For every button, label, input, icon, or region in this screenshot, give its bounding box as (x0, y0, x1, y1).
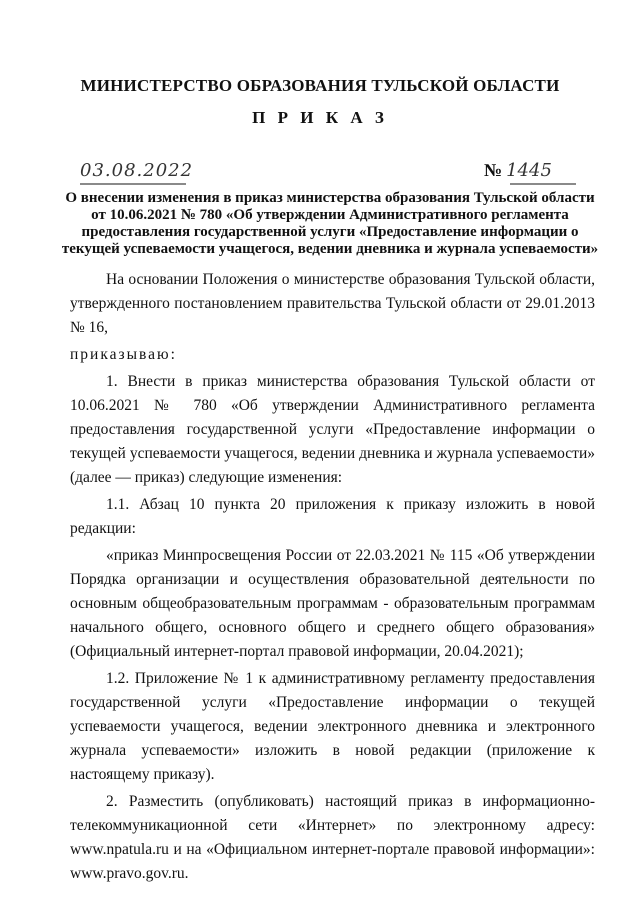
document-title: О внесении изменения в приказ министерства образования Тульской области от 10.06.2021 № 780 «Об утверждении Административного регламента предоставления государственной услуги «Предоставление информации о текущей успеваемости учащегося, ведении дневника и журнала успеваемости» (61, 190, 599, 257)
paragraph-quote: «приказ Минпросвещения России от 22.03.2021 № 115 «Об утверждении Порядка организации и осуществления образовательной деятельности по основным общеобразовательным программам - образовательным программам начального общего, основного общего и среднего общего образования» (Официальный интернет-портал правовой информации, 20.04.2021); (70, 547, 595, 660)
paragraph-order: приказываю: (70, 346, 177, 363)
paragraph-item-1-2: 1.2. Приложение № 1 к административному регламенту предоставления государственной услуги «Предоставление информации о текущей успеваемости учащегося, ведении электронного дневника и электронного журнала успеваемости» изложить в новой редакции (приложение к настоящему приказу). (70, 670, 595, 783)
document-body (70, 268, 595, 889)
paragraph-item-2: 2. Разместить (опубликовать) настоящий приказ в информационно-телекоммуникационной сети «Интернет» по электронному адресу: www.npatula.ru и на «Официальном интернет-портале правовой информации»: www.pravo.gov.ru. (70, 793, 595, 882)
ministry-heading: МИНИСТЕРСТВО ОБРАЗОВАНИЯ ТУЛЬСКОЙ ОБЛАСТИ (80, 76, 560, 95)
date-underline (78, 181, 188, 187)
number-underline (508, 181, 578, 187)
paragraph-item-1: 1. Внести в приказ министерства образования Тульской области от 10.06.2021 № 780 «Об утверждении Административного регламента предоставления государственной услуги «Предоставление информации о текущей успеваемости учащегося, ведении дневника и журнала успеваемости» (далее — приказ) следующие изменения: (70, 373, 595, 486)
number-sign: № (484, 160, 503, 180)
handwritten-number: 1445 (506, 160, 552, 181)
order-number (484, 160, 552, 181)
paragraph-basis: На основании Положения о министерстве образования Тульской области, утвержденного постановлением правительства Тульской области от 29.01.2013 № 16, (70, 271, 595, 336)
order-heading: П Р И К А З (252, 108, 388, 127)
handwritten-date: 03.08.2022 (80, 160, 194, 181)
paragraph-item-1-1: 1.1. Абзац 10 пункта 20 приложения к приказу изложить в новой редакции: (70, 496, 595, 537)
